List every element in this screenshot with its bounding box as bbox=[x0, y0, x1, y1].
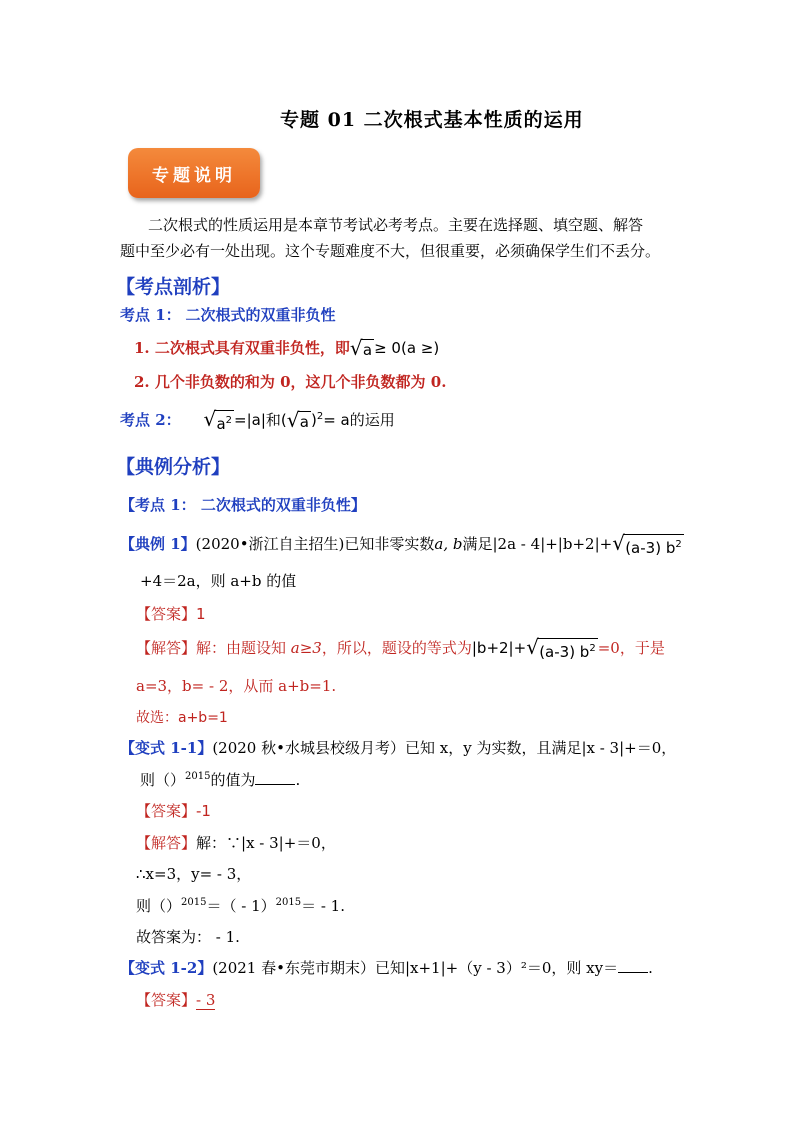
example-1-solution: 【解答】解：由题设知 a≥3，所以，题设的等式为|b+2|+ √ (a-3) $b^2 =0$，于是 bbox=[136, 634, 665, 661]
example-1-line-2: +4＝2a，则 a+b 的值 bbox=[140, 572, 297, 590]
variant-1-1-sol-3: 则（）$^{2015}$＝（ - 1）$^{2015}$＝ - 1. bbox=[136, 897, 345, 915]
variant-1-1-sol-4: 故答案为： - 1. bbox=[136, 928, 240, 946]
keypoint-1-item-1: 1. 二次根式具有双重非负性，即 √ a ≥ 0(a ≥) bbox=[134, 336, 440, 360]
page-title: 专题 01 二次根式基本性质的运用 bbox=[280, 109, 584, 131]
subsection-keypoint-1: 【考点 1： 二次根式的双重非负性】 bbox=[120, 496, 366, 514]
item-1-text: 1. 二次根式具有双重非负性，即 bbox=[134, 339, 350, 357]
sqrt-a: √ a bbox=[349, 336, 373, 360]
intro-line-1: 二次根式的性质运用是本章节考试必考考点。主要在选择题、填空题、解答 bbox=[148, 216, 644, 234]
intro-line-2: 题中至少必有一处出现。这个专题难度不大，但很重要，必须确保学生们不丢分。 bbox=[120, 242, 661, 260]
variant-1-2: 【变式 1-2】(2021 春•东莞市期末）已知|x+1|+（y - 3）²＝0，则 xy＝ . bbox=[120, 959, 653, 977]
keypoint-1-item-2: 2. 几个非负数的和为 0，这几个非负数都为 0. bbox=[134, 373, 447, 391]
example-1-solution-line-2: a=3，b= - 2，从而 a+b=1. bbox=[136, 677, 337, 695]
section-head-analysis: 【考点剖析】 bbox=[116, 276, 231, 298]
answer-blank bbox=[255, 784, 295, 785]
variant-1-1-answer: 【答案】-1 bbox=[136, 802, 211, 820]
sqrt-solution: √ (a-3) $b^2$ bbox=[526, 634, 596, 661]
keypoint-2: 考点 2： √ $a^2 =|a|$和( √ a )$^2$= a的运用 bbox=[120, 406, 395, 433]
topic-badge: 专题说明 bbox=[128, 148, 260, 198]
section-head-examples: 【典例分析】 bbox=[116, 456, 231, 478]
keypoint-1-label: 考点 1： bbox=[120, 306, 181, 324]
sqrt-a-squared: √ $a^2$ bbox=[203, 406, 233, 433]
example-1-choice: 故选：a+b=1 bbox=[136, 710, 228, 726]
keypoint-2-label: 考点 2： bbox=[120, 411, 181, 429]
variant-1-1-sol-2: ∴x=3，y= - 3， bbox=[136, 865, 252, 883]
variant-1-1-line-2: 则（）$^{2015}$的值为 . bbox=[140, 771, 301, 789]
answer-blank-2 bbox=[618, 972, 648, 973]
variant-1-2-answer: 【答案】- 3 bbox=[136, 991, 216, 1009]
variant-1-1: 【变式 1-1】(2020 秋•水城县校级月考）已知 x，y 为实数，且满足|x - 3|+＝0， bbox=[120, 739, 677, 757]
example-1-tag: 【典例 1】 bbox=[120, 535, 196, 553]
sqrt-expression: √ (a-3) $b^2$ bbox=[612, 530, 682, 557]
sqrt-a-paren: √ a bbox=[286, 408, 309, 432]
example-1: 【典例 1】(2020•浙江自主招生)已知非零实数a, b满足|2a - 4|+|b+2|+ √ (a-3) $b^2$ bbox=[120, 530, 682, 557]
keypoint-1-text: 二次根式的双重非负性 bbox=[185, 306, 336, 324]
variant-1-1-solution: 【解答】解：∵|x - 3|+＝0， bbox=[136, 834, 336, 852]
example-1-answer: 【答案】1 bbox=[136, 605, 206, 623]
keypoint-1 bbox=[120, 304, 335, 325]
